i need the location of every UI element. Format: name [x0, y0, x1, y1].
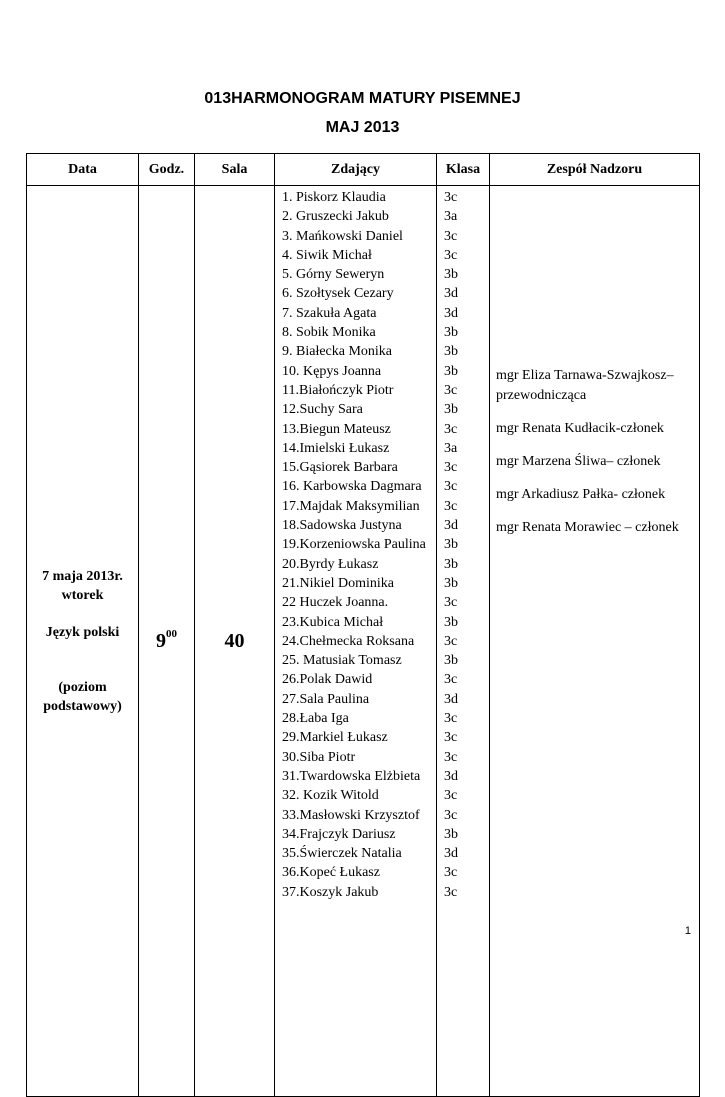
student-entry: 19.Korzeniowska Paulina: [282, 537, 426, 553]
student-entry: 35.Świerczek Natalia: [282, 846, 402, 862]
class-entry: 3c: [444, 498, 458, 514]
student-entry: 13.Biegun Mateusz: [282, 421, 391, 437]
hour-minutes: 00: [166, 627, 177, 640]
class-entry: 3a: [444, 209, 458, 225]
header-data: Data: [27, 154, 139, 186]
date-line: 7 maja 2013r.: [42, 568, 123, 584]
hour-value: 9: [156, 629, 166, 652]
student-entry: 18.Sadowska Justyna: [282, 518, 402, 534]
classes-cell: [437, 186, 490, 1097]
student-entry: 30.Siba Piotr: [282, 749, 356, 765]
header-row: [27, 154, 700, 186]
class-entry: 3d: [444, 846, 458, 862]
student-entry: 11.Białończyk Piotr: [282, 382, 394, 398]
class-entry: 3c: [444, 865, 458, 881]
student-entry: 8. Sobik Monika: [282, 325, 376, 341]
team-member-line: mgr Marzena Śliwa– członek: [496, 454, 661, 469]
class-entry: 3b: [444, 537, 458, 553]
header-sala: Sala: [195, 154, 275, 186]
student-entry: 34.Frajczyk Dariusz: [282, 826, 396, 842]
class-entry: 3d: [444, 518, 458, 534]
page-number: 1: [684, 925, 691, 937]
student-entry: 16. Karbowska Dagmara: [282, 479, 422, 495]
document-title: 013HARMONOGRAM MATURY PISEMNEJ: [204, 90, 521, 107]
student-entry: 31.Twardowska Elżbieta: [282, 768, 421, 784]
class-entry: 3c: [444, 190, 458, 205]
team-member-line: mgr Renata Morawiec – członek: [496, 520, 679, 535]
team-list: [496, 366, 699, 538]
student-entry: 14.Imielski Łukasz: [282, 440, 390, 456]
team-cell: [490, 186, 700, 1097]
class-entry: 3c: [444, 749, 458, 765]
class-entry: 3b: [444, 363, 458, 379]
student-list: [282, 188, 436, 902]
class-entry: 3d: [444, 286, 458, 302]
class-entry: 3c: [444, 247, 458, 263]
student-entry: 12.Suchy Sara: [282, 402, 363, 418]
team-member-line: mgr Arkadiusz Pałka- członek: [496, 487, 666, 502]
class-entry: 3b: [444, 344, 458, 360]
subject-line: Język polski: [45, 624, 120, 640]
header-zespol-nadzoru: Zespół Nadzoru: [490, 154, 700, 186]
team-member: [496, 485, 699, 505]
student-entry: 15.Gąsiorek Barbara: [282, 460, 398, 476]
student-entry: 24.Chełmecka Roksana: [282, 633, 415, 649]
header-zdajacy: Zdający: [275, 154, 437, 186]
student-entry: 36.Kopeć Łukasz: [282, 865, 380, 881]
class-entry: 3d: [444, 768, 458, 784]
team-member: [496, 452, 699, 472]
class-entry: 3a: [444, 440, 458, 456]
level-line-2: podstawowy): [43, 698, 122, 714]
class-entry: 3b: [444, 402, 458, 418]
student-entry: 23.Kubica Michał: [282, 614, 384, 630]
team-member: [496, 366, 699, 406]
student-entry: 21.Nikiel Dominika: [282, 575, 394, 591]
hour-cell: [139, 186, 195, 1097]
class-entry: 3c: [444, 633, 458, 649]
class-entry: 3c: [444, 807, 458, 823]
class-entry: 3d: [444, 691, 458, 707]
team-member: [496, 419, 699, 439]
class-entry: 3c: [444, 595, 458, 611]
students-cell: [275, 186, 437, 1097]
student-entry: 27.Sala Paulina: [282, 691, 370, 707]
student-entry: 7. Szakuła Agata: [282, 305, 377, 321]
class-entry: 3b: [444, 826, 458, 842]
class-entry: 3b: [444, 267, 458, 283]
class-entry: 3c: [444, 382, 458, 398]
team-member: [496, 518, 699, 538]
student-entry: 2. Gruszecki Jakub: [282, 209, 389, 225]
class-entry: 3b: [444, 614, 458, 630]
schedule-table: [26, 153, 700, 1097]
room-number: 40: [224, 629, 245, 652]
date-cell: [27, 186, 139, 1097]
student-entry: 32. Kozik Witold: [282, 788, 379, 804]
student-entry: 33.Masłowski Krzysztof: [282, 807, 420, 823]
document-subtitle: MAJ 2013: [325, 119, 400, 136]
class-entry: 3c: [444, 672, 458, 688]
class-entry: 3c: [444, 460, 458, 476]
student-entry: 37.Koszyk Jakub: [282, 884, 379, 900]
class-entry: 3b: [444, 575, 458, 591]
class-list: [444, 188, 489, 902]
student-entry: 9. Białecka Monika: [282, 344, 393, 360]
student-entry: 26.Polak Dawid: [282, 672, 373, 688]
team-member-line: mgr Eliza Tarnawa-Szwajkosz–: [496, 368, 674, 383]
student-entry: 3. Mańkowski Daniel: [282, 228, 403, 244]
student-entry: 5. Górny Seweryn: [282, 267, 385, 283]
class-entry: 3b: [444, 325, 458, 341]
class-entry: 3d: [444, 305, 458, 321]
class-entry: 3b: [444, 653, 458, 669]
class-entry: 3c: [444, 228, 458, 244]
class-entry: 3c: [444, 730, 458, 746]
student-entry: 1. Piskorz Klaudia: [282, 190, 386, 205]
header-godz: Godz.: [139, 154, 195, 186]
level-line-1: (poziom: [58, 679, 107, 695]
room-cell: [195, 186, 275, 1097]
class-entry: 3c: [444, 788, 458, 804]
team-member-role: przewodnicząca: [496, 388, 587, 403]
student-entry: 17.Majdak Maksymilian: [282, 498, 420, 514]
student-entry: 29.Markiel Łukasz: [282, 730, 388, 746]
class-entry: 3c: [444, 479, 458, 495]
student-entry: 25. Matusiak Tomasz: [282, 653, 402, 669]
student-entry: 10. Kępys Joanna: [282, 363, 382, 379]
weekday-line: wtorek: [61, 587, 104, 603]
team-member-line: mgr Renata Kudłacik-członek: [496, 421, 664, 436]
student-entry: 28.Łaba Iga: [282, 711, 349, 727]
student-entry: 20.Byrdy Łukasz: [282, 556, 379, 572]
header-klasa: Klasa: [437, 154, 490, 186]
class-entry: 3b: [444, 556, 458, 572]
class-entry: 3c: [444, 421, 458, 437]
class-entry: 3c: [444, 884, 458, 900]
student-entry: 4. Siwik Michał: [282, 247, 372, 263]
table-row: [27, 186, 700, 1097]
student-entry: 6. Szołtysek Cezary: [282, 286, 394, 302]
student-entry: 22 Huczek Joanna.: [282, 595, 389, 611]
class-entry: 3c: [444, 711, 458, 727]
